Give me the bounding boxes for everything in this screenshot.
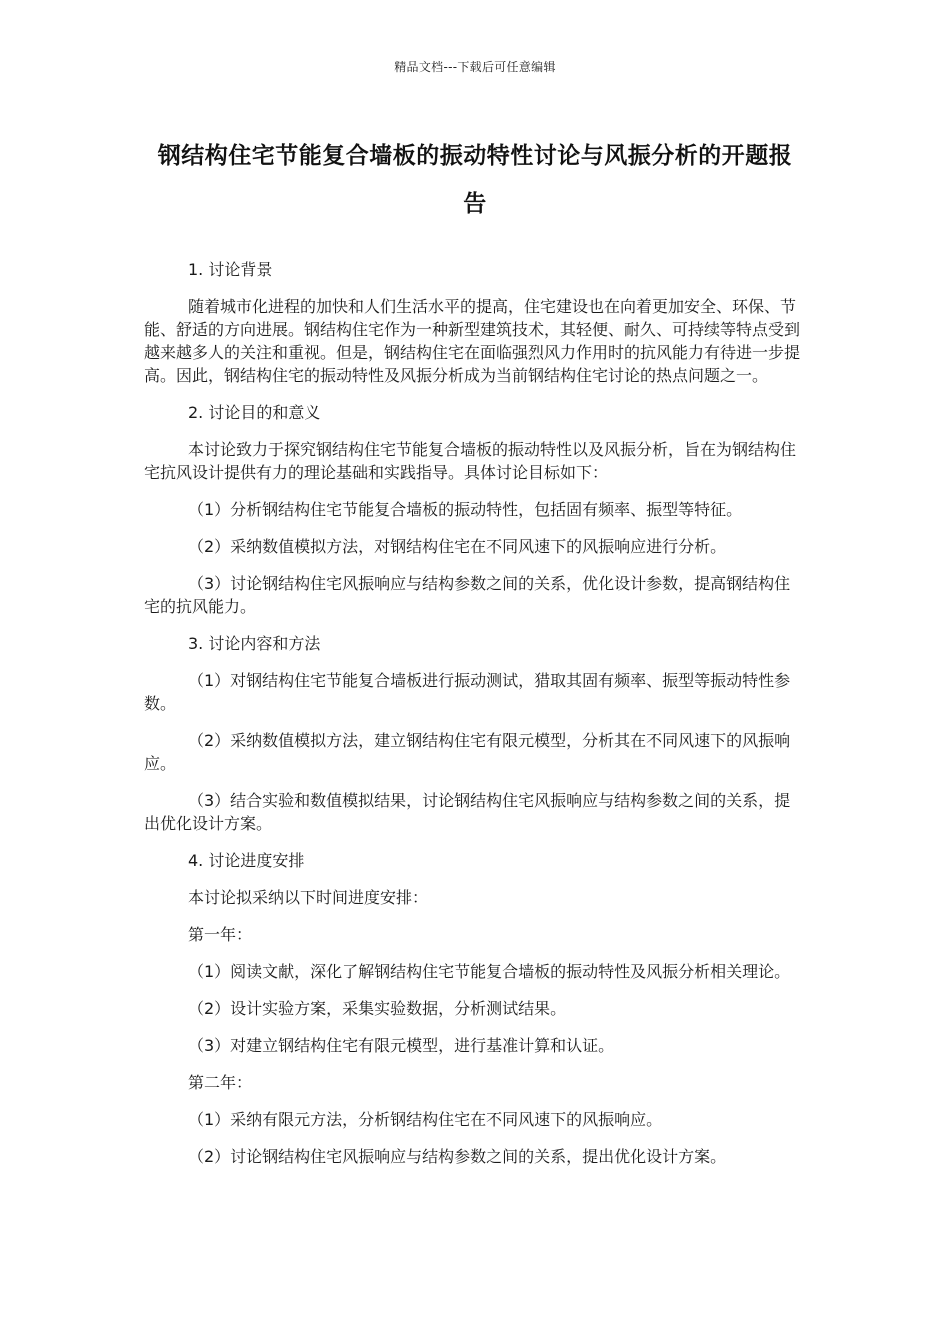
list-item: （3）结合实验和数值模拟结果，讨论钢结构住宅风振响应与结构参数之间的关系，提出优化设计方案。 [144, 791, 791, 833]
section-heading-background: 1. 讨论背景 [188, 260, 273, 279]
section-heading-methods: 3. 讨论内容和方法 [188, 634, 321, 653]
list-item: （1）对钢结构住宅节能复合墙板进行振动测试，猎取其固有频率、振型等振动特性参数。 [144, 671, 791, 713]
list-item: （1）阅读文献，深化了解钢结构住宅节能复合墙板的振动特性及风振分析相关理论。 [188, 962, 791, 981]
list-item: （1）分析钢结构住宅节能复合墙板的振动特性，包括固有频率、振型等特征。 [188, 500, 743, 519]
list-item: （3）讨论钢结构住宅风振响应与结构参数之间的关系，优化设计参数，提高钢结构住宅的抗风能力。 [144, 574, 791, 616]
paragraph-purpose: 本讨论致力于探究钢结构住宅节能复合墙板的振动特性以及风振分析，旨在为钢结构住宅抗风设计提供有力的理论基础和实践指导。具体讨论目标如下： [144, 440, 797, 482]
list-item: （2）采纳数值模拟方法，对钢结构住宅在不同风速下的风振响应进行分析。 [188, 537, 727, 556]
list-item: （2）设计实验方案，采集实验数据，分析测试结果。 [188, 999, 567, 1018]
paragraph-background: 随着城市化进程的加快和人们生活水平的提高，住宅建设也在向着更加安全、环保、节能、舒适的方向进展。钢结构住宅作为一种新型建筑技术，其轻便、耐久、可持续等特点受到越来越多人的关注和重视。但是，钢结构住宅在面临强烈风力作用时的抗风能力有待进一步提高。因此，钢结构住宅的振动特性及风振分析成为当前钢结构住宅讨论的热点问题之一。 [144, 297, 801, 385]
page-header: 精品文档---下载后可任意编辑 [394, 60, 556, 74]
document-title: 钢结构住宅节能复合墙板的振动特性讨论与风振分析的开题报告 [157, 143, 793, 217]
list-item: （1）采纳有限元方法，分析钢结构住宅在不同风速下的风振响应。 [188, 1110, 663, 1129]
section-heading-purpose: 2. 讨论目的和意义 [188, 403, 321, 422]
document-body [144, 258, 804, 1182]
schedule-year-one: 第一年： [188, 925, 253, 944]
paragraph-schedule-intro: 本讨论拟采纳以下时间进度安排： [188, 888, 429, 907]
list-item: （2）讨论钢结构住宅风振响应与结构参数之间的关系，提出优化设计方案。 [188, 1147, 727, 1166]
schedule-year-two: 第二年： [188, 1073, 253, 1092]
list-item: （3）对建立钢结构住宅有限元模型，进行基准计算和认证。 [188, 1036, 615, 1055]
section-heading-schedule: 4. 讨论进度安排 [188, 851, 305, 870]
list-item: （2）采纳数值模拟方法，建立钢结构住宅有限元模型，分析其在不同风速下的风振响应。 [144, 731, 791, 773]
